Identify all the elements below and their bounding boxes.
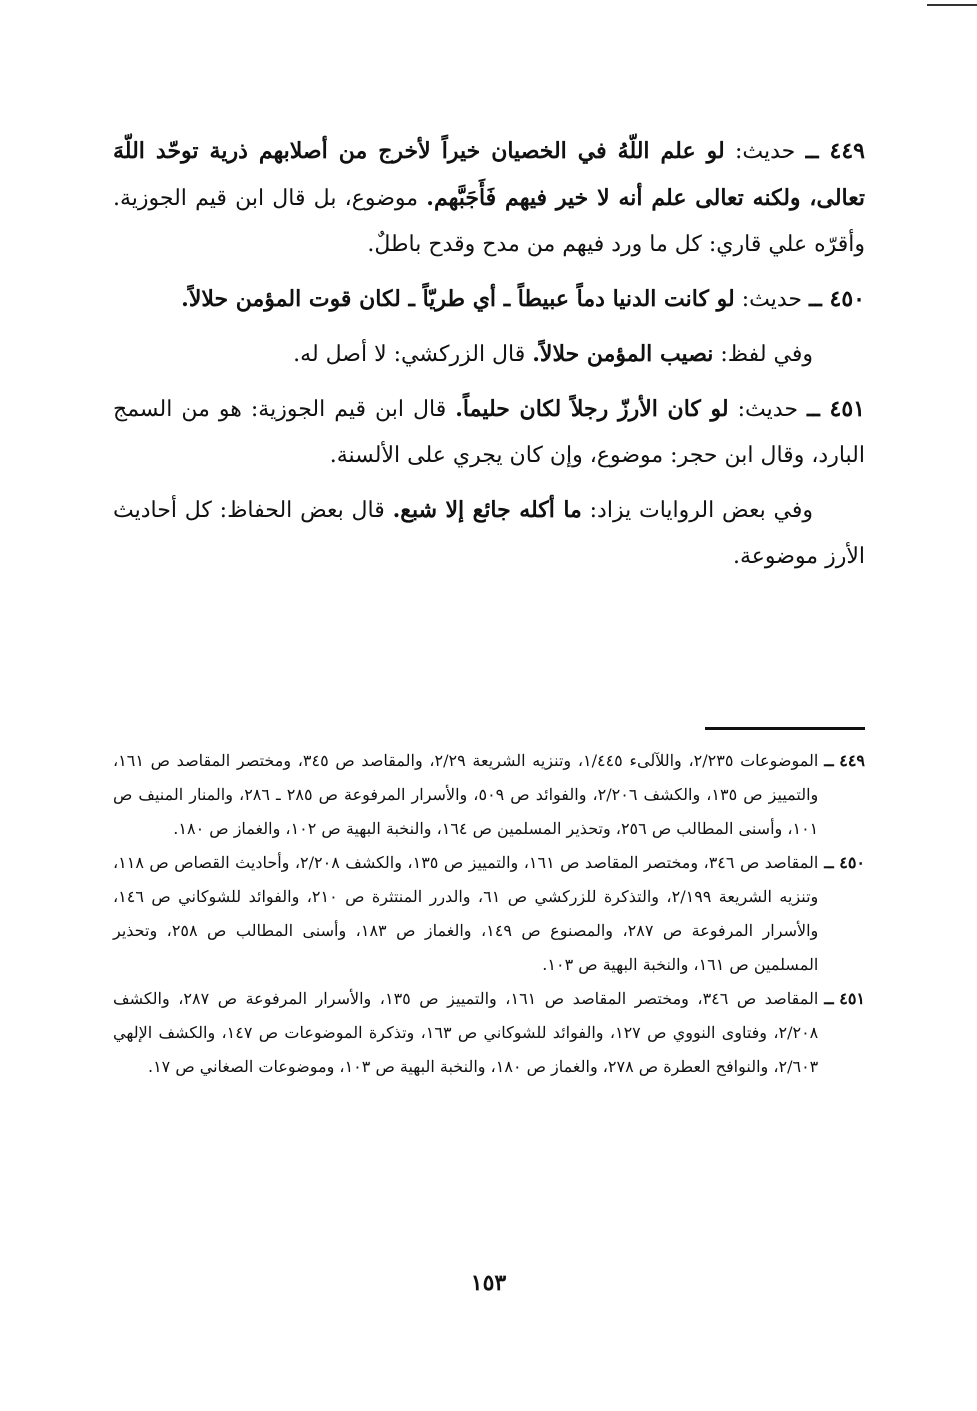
- hadith-text: ما أكله جائع إلا شبع.: [392, 497, 582, 523]
- entry-449: [113, 128, 865, 268]
- page-corner-mark: [927, 4, 977, 6]
- footnote-450: [113, 846, 865, 982]
- entry-lead: حديث:: [741, 287, 802, 312]
- entry-450-variant: [113, 331, 865, 378]
- entry-comment: قال بعض الحفاظ: كل أحاديث الأرز موضوعة.: [113, 498, 865, 569]
- footnote-449: [113, 744, 865, 846]
- entry-450: [113, 276, 865, 323]
- footnote-451: [113, 982, 865, 1084]
- entry-comment: قال ابن قيم الجوزية: هو من السمج البارد، وقال ابن حجر: موضوع، وإن كان يجري على الألسنة.: [113, 397, 865, 468]
- footnote-number: ٤٤٩ ــ: [824, 751, 865, 770]
- entry-451-variant: [113, 487, 865, 580]
- footnotes: [113, 744, 865, 1084]
- entry-number: ٤٥٠ ــ: [808, 286, 865, 312]
- entry-comment: موضوع، بل قال ابن قيم الجوزية. وأقرّه علي قاري: كل ما ورد فيهم من مدح وقدح باطلٌ.: [113, 186, 865, 257]
- entry-lead: وفي لفظ:: [720, 342, 813, 367]
- entry-number: ٤٤٩ ــ: [805, 138, 865, 164]
- footnote-text: المقاصد ص ٣٤٦، ومختصر المقاصد ص ١٦١، والتمييز ص ١٣٥، والكشف ٢/٢٠٨، وأحاديث القصاص ص ١١٨، وتنزيه الشريعة ٢/١٩٩، والتذكرة للزركشي ص ٦١، والدرر المنتثرة ص ٢١٠، والفوائد للشوكاني ص ١٤٦، والأسرار المرفوعة ص ٢٨٧، والمصنوع ص ١٤٩، والغماز ص ١٨٣، وأسنى المطالب ص ٢٥٨، وتحذير المسلمين ص ١٦١، والنخبة البهية ص ١٠٣.: [113, 853, 819, 974]
- hadith-text: لو علم اللّهُ في الخصيان خيراً لأخرج من أصلابهم ذرية توحّد اللّهَ تعالى، ولكنه تعالى علم أنه لا خير فيهم فَأَجَبَّهم.: [113, 138, 865, 211]
- entry-lead: وفي بعض الروايات يزاد:: [589, 498, 814, 523]
- footnote-separator: [705, 727, 865, 730]
- entry-lead: حديث:: [735, 139, 796, 164]
- footnote-number: ٤٥١ ــ: [824, 989, 865, 1008]
- page-number: ١٥٣: [470, 1270, 507, 1296]
- entry-number: ٤٥١ ــ: [806, 396, 865, 422]
- footnote-number: ٤٥٠ ــ: [824, 853, 865, 872]
- main-text: [113, 128, 865, 588]
- footnote-text: الموضوعات ٢/٢٣٥، واللآلىء ١/٤٤٥، وتنزيه الشريعة ٢/٢٩، والمقاصد ص ٣٤٥، ومختصر المقاصد ص ١٦١، والتمييز ص ١٣٥، والكشف ٢/٢٠٦، والفوائد ص ٥٠٩، والأسرار المرفوعة ص ٢٨٥ ـ ٢٨٦، والمنار المنيف ص ١٠١، وأسنى المطالب ص ٢٥٦، وتحذير المسلمين ص ١٦٤، والنخبة البهية ص ١٠٢، والغماز ص ١٨٠.: [113, 751, 819, 838]
- entry-comment: قال الزركشي: لا أصل له.: [293, 342, 526, 367]
- footnote-text: المقاصد ص ٣٤٦، ومختصر المقاصد ص ١٦١، والتمييز ص ١٣٥، والأسرار المرفوعة ص ٢٨٧، والكشف ٢/٢٠٨، وفتاوى النووي ص ١٢٧، والفوائد للشوكاني ص ١٦٣، وتذكرة الموضوعات ص ١٤٧، والكشف الإلهي ٢/٦٠٣، والنوافح العطرة ص ٢٧٨، والغماز ص ١٨٠، والنخبة البهية ص ١٠٣، وموضوعات الصغاني ص ١٧.: [113, 989, 819, 1076]
- hadith-text: لو كانت الدنيا دماً عبيطاً ـ أي طريّاً ـ لكان قوت المؤمن حلالاً.: [181, 286, 735, 312]
- hadith-text: لو كان الأرزّ رجلاً لكان حليماً.: [455, 396, 729, 422]
- hadith-text: نصيب المؤمن حلالاً.: [532, 341, 714, 367]
- entry-lead: حديث:: [737, 397, 798, 422]
- entry-451: [113, 386, 865, 479]
